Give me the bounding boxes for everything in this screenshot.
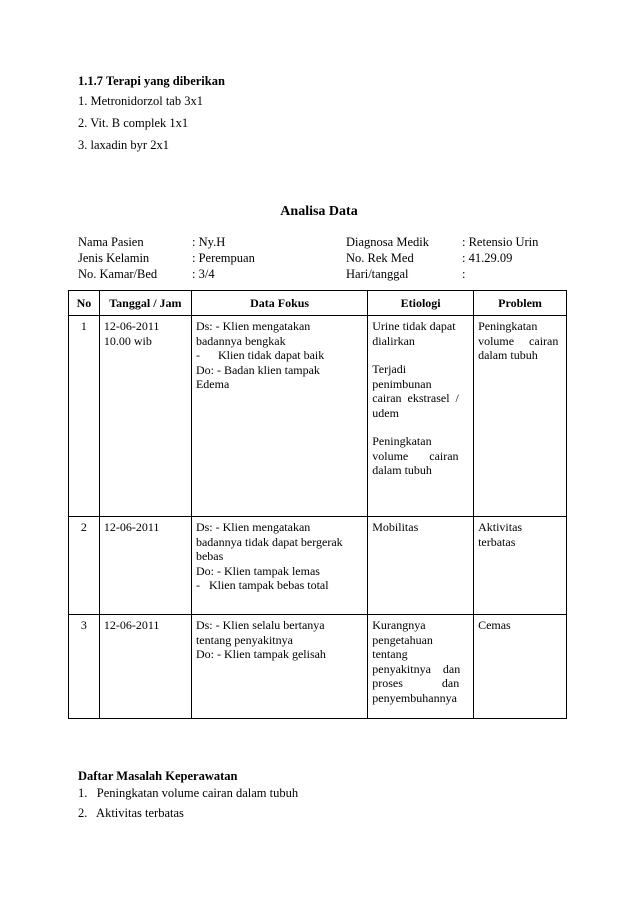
rekmed-value: : 41.29.09 — [462, 251, 513, 265]
etiologi-line: penyakitnya dan — [372, 661, 461, 676]
row-etiologi — [368, 316, 474, 517]
etiologi-line: cairan ekstrasel / — [372, 391, 459, 405]
row-no: 2 — [69, 517, 100, 615]
hari-value: : — [462, 267, 466, 281]
etiologi-line: penimbunan — [372, 376, 432, 391]
tanggal-line: 12-06-2011 — [103, 520, 160, 534]
fokus-line: Ds: - Klien selalu bertanya — [195, 618, 325, 632]
terapi-item: 3. laxadin byr 2x1 — [78, 138, 169, 152]
fokus-line: - Klien tampak bebas total — [195, 578, 329, 592]
etiologi-line: udem — [372, 405, 399, 420]
etiologi-line: pengetahuan — [372, 632, 433, 647]
fokus-line: Do: - Badan klien tampak — [195, 362, 320, 377]
diagnosa-value: : Retensio Urin — [462, 235, 539, 249]
nama-label: Nama Pasien — [78, 235, 144, 249]
table-header-row — [69, 291, 567, 316]
fokus-line: - Klien tidak dapat baik — [195, 348, 325, 362]
header-data-fokus: Data Fokus — [191, 291, 367, 316]
table-row — [69, 316, 567, 517]
daftar-item: 1. Peningkatan volume cairan dalam tubuh — [78, 786, 299, 800]
jk-label: Jenis Kelamin — [78, 251, 150, 265]
fokus-line: bebas — [195, 549, 224, 563]
fokus-line: badannya tidak dapat bergerak — [195, 534, 343, 549]
analisa-table — [68, 290, 567, 719]
fokus-line: tentang penyakitnya — [195, 632, 293, 647]
row-data-fokus — [191, 615, 367, 719]
etiologi-line: volume cairan — [372, 448, 459, 463]
hari-label: Hari/tanggal — [346, 267, 409, 281]
problem-line: dalam tubuh — [478, 348, 538, 362]
row-data-fokus — [191, 316, 367, 517]
etiologi-line: proses dan — [372, 676, 460, 690]
etiologi-line: Kurangnya — [372, 618, 426, 632]
fokus-line: Ds: - Klien mengatakan — [195, 319, 311, 333]
jk-value: : Perempuan — [192, 251, 255, 265]
etiologi-line: Terjadi — [372, 362, 407, 376]
fokus-line: badannya bengkak — [195, 333, 286, 348]
terapi-item: 2. Vit. B complek 1x1 — [78, 116, 189, 130]
diagnosa-label: Diagnosa Medik — [346, 235, 429, 249]
kamar-value: : 3/4 — [192, 267, 215, 281]
row-problem — [474, 316, 567, 517]
etiologi-line: penyembuhannya — [372, 690, 457, 705]
row-tanggal — [99, 316, 191, 517]
header-etiologi: Etiologi — [368, 291, 474, 316]
kamar-label: No. Kamar/Bed — [78, 267, 158, 281]
row-no: 3 — [69, 615, 100, 719]
problem-line: Peningkatan — [478, 319, 538, 333]
row-data-fokus — [191, 517, 367, 615]
tanggal-line: 12-06-2011 — [103, 319, 160, 333]
daftar-heading: Daftar Masalah Keperawatan — [78, 769, 238, 783]
etiologi-line: dalam tubuh — [372, 463, 432, 477]
row-etiologi — [368, 517, 474, 615]
etiologi-line: tentang — [372, 647, 408, 661]
table-row — [69, 615, 567, 719]
table-row — [69, 517, 567, 615]
fokus-line: Ds: - Klien mengatakan — [195, 520, 311, 534]
etiologi-line: Mobilitas — [372, 520, 419, 534]
etiologi-line: Peningkatan — [372, 434, 432, 448]
problem-line: terbatas — [478, 534, 516, 549]
etiologi-line: Urine tidak dapat — [372, 319, 456, 333]
analisa-title: Analisa Data — [280, 204, 358, 219]
problem-line: volume cairan — [478, 333, 559, 348]
daftar-item: 2. Aktivitas terbatas — [78, 806, 184, 820]
rekmed-label: No. Rek Med — [346, 251, 414, 265]
fokus-line: Edema — [195, 377, 230, 391]
etiologi-line: dialirkan — [372, 333, 415, 348]
row-no: 1 — [69, 316, 100, 517]
row-tanggal — [99, 615, 191, 719]
row-problem — [474, 615, 567, 719]
row-etiologi — [368, 615, 474, 719]
row-problem — [474, 517, 567, 615]
header-no: No — [69, 291, 100, 316]
problem-line: Aktivitas — [478, 520, 523, 534]
row-tanggal — [99, 517, 191, 615]
header-tanggal: Tanggal / Jam — [99, 291, 191, 316]
terapi-heading: 1.1.7 Terapi yang diberikan — [78, 74, 225, 88]
jam-line: 10.00 wib — [103, 333, 152, 348]
nama-value: : Ny.H — [192, 235, 226, 249]
problem-line: Cemas — [478, 618, 511, 632]
fokus-line: Do: - Klien tampak gelisah — [195, 647, 326, 661]
header-problem: Problem — [474, 291, 567, 316]
tanggal-line: 12-06-2011 — [103, 618, 160, 632]
terapi-item: 1. Metronidorzol tab 3x1 — [78, 94, 203, 108]
fokus-line: Do: - Klien tampak lemas — [195, 563, 320, 578]
